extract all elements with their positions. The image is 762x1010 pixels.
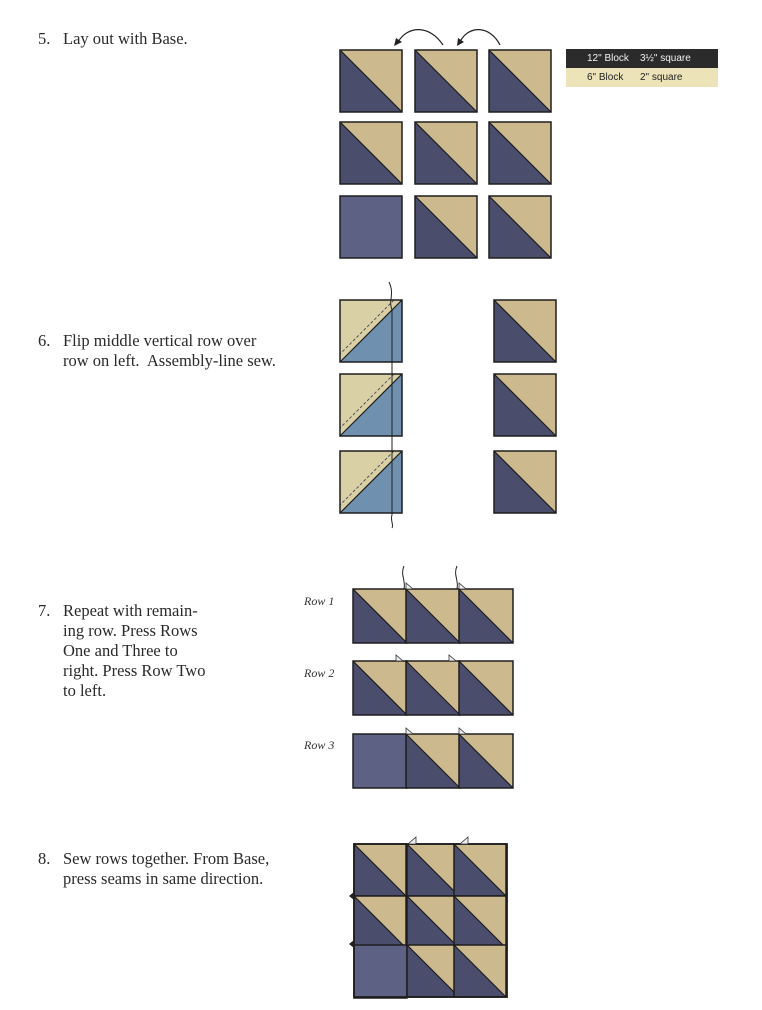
half-square-triangle xyxy=(494,300,556,362)
half-square-triangle xyxy=(407,896,459,948)
base-fabric xyxy=(354,945,407,998)
row-label-2: Row 2 xyxy=(304,666,335,680)
half-square-triangle xyxy=(353,589,407,643)
arrowhead xyxy=(394,38,402,46)
block-size-label: 6" Block xyxy=(587,72,624,83)
flipped-pair xyxy=(340,451,402,513)
half-square-triangle xyxy=(459,734,513,788)
half-square-triangle xyxy=(354,844,406,896)
seam-allowance-tab xyxy=(406,728,413,734)
half-square-triangle xyxy=(340,122,402,184)
half-square-triangle xyxy=(354,896,406,948)
row-label-3: Row 3 xyxy=(304,738,335,752)
flip-arrow-left xyxy=(398,30,443,45)
row-label-1: Row 1 xyxy=(304,594,335,608)
base-fabric xyxy=(353,734,407,788)
block-size-label: 12" Block xyxy=(587,53,629,64)
thread-line xyxy=(403,566,405,589)
half-square-triangle xyxy=(489,122,551,184)
half-square-triangle xyxy=(489,50,551,112)
half-square-triangle xyxy=(454,896,506,948)
half-square-triangle xyxy=(454,844,506,896)
seam-allowance-tab xyxy=(460,837,468,844)
step-text: Repeat with remain- ing row. Press Rows One and Three to right. Press Row Two to left. xyxy=(63,601,206,700)
step-number: 8. xyxy=(38,849,51,868)
step-number: 5. xyxy=(38,29,51,48)
half-square-triangle xyxy=(353,661,407,715)
base-square xyxy=(340,196,402,258)
seam-allowance-tab xyxy=(449,655,456,661)
seam-allowance-tab xyxy=(396,655,403,661)
seam-allowance-tab xyxy=(459,583,466,589)
half-square-triangle xyxy=(459,589,513,643)
thread-line xyxy=(456,566,458,589)
step-text: Flip middle vertical row over row on left. Assembly-line sew. xyxy=(63,331,276,370)
half-square-triangle xyxy=(406,734,460,788)
square-size: 3½" square xyxy=(640,53,691,64)
half-square-triangle xyxy=(494,451,556,513)
seam-allowance-tab xyxy=(406,583,413,589)
flipped-pair xyxy=(340,374,402,436)
half-square-triangle xyxy=(459,661,513,715)
base-square xyxy=(353,734,407,788)
step-text: Lay out with Base. xyxy=(63,29,188,48)
base-square xyxy=(354,945,407,998)
half-square-triangle xyxy=(415,50,477,112)
half-square-triangle xyxy=(489,196,551,258)
step-text: Sew rows together. From Base, press seams in same direction. xyxy=(63,849,270,888)
half-square-triangle xyxy=(406,661,460,715)
half-square-triangle xyxy=(407,945,459,997)
half-square-triangle xyxy=(406,589,460,643)
base-fabric xyxy=(340,196,402,258)
arrowhead xyxy=(457,38,464,46)
seam-allowance-tab xyxy=(459,728,466,734)
flip-arrow-right xyxy=(460,30,500,45)
half-square-triangle xyxy=(340,50,402,112)
half-square-triangle xyxy=(407,844,459,896)
seam-allowance-tab xyxy=(408,837,416,844)
square-size: 2" square xyxy=(640,72,683,83)
half-square-triangle xyxy=(494,374,556,436)
half-square-triangle xyxy=(415,196,477,258)
seam-direction-tab xyxy=(349,940,354,948)
seam-direction-tab xyxy=(349,892,354,900)
flipped-pair xyxy=(340,300,402,362)
half-square-triangle xyxy=(454,945,506,997)
step-number: 6. xyxy=(38,331,51,350)
half-square-triangle xyxy=(415,122,477,184)
step-number: 7. xyxy=(38,601,51,620)
